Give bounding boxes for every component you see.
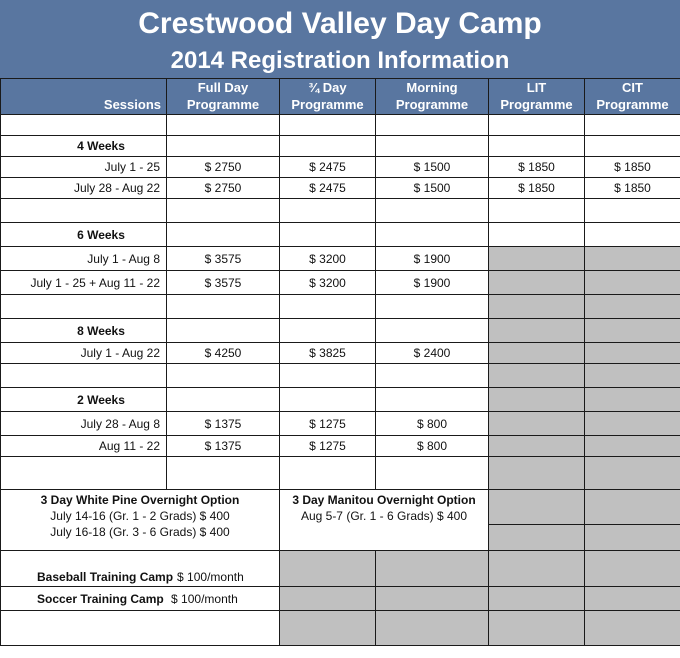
- unavailable-cell: [585, 524, 680, 550]
- session-dates: July 1 - Aug 8: [1, 247, 167, 271]
- table-row: [1, 343, 680, 364]
- training-row-baseball: [1, 551, 680, 587]
- session-dates: July 1 - 25 + Aug 11 - 22: [1, 271, 167, 295]
- spacer-row: [1, 295, 680, 319]
- price-three-quarter-day: $ 2475: [280, 157, 376, 178]
- table-row: [1, 271, 680, 295]
- header-three-quarter-day: ¾ Day Programme: [280, 79, 376, 115]
- unavailable-cell: [585, 388, 680, 412]
- group-label: 4 Weeks: [1, 136, 167, 157]
- session-dates: July 28 - Aug 8: [1, 412, 167, 436]
- registration-subtitle: 2014 Registration Information: [170, 47, 510, 74]
- price-three-quarter-day: $ 1275: [280, 412, 376, 436]
- spacer-row: [1, 115, 680, 136]
- white-pine-overnight-option: [1, 490, 280, 551]
- unavailable-cell: [376, 551, 489, 587]
- price-morning: $ 1500: [376, 157, 489, 178]
- unavailable-cell: [376, 587, 489, 611]
- unavailable-cell: [489, 388, 585, 412]
- spacer-row: [1, 611, 680, 646]
- group-row-6-weeks: [1, 223, 680, 247]
- unavailable-cell: [585, 436, 680, 457]
- unavailable-cell: [489, 412, 585, 436]
- session-dates: July 1 - 25: [1, 157, 167, 178]
- session-dates: Aug 11 - 22: [1, 436, 167, 457]
- baseball-training-camp: [1, 551, 280, 587]
- table-row: [1, 436, 680, 457]
- unavailable-cell: [585, 490, 680, 525]
- manitou-line-1: Aug 5-7 (Gr. 1 - 6 Grads) $ 400: [300, 509, 468, 523]
- price-three-quarter-day: $ 2475: [280, 178, 376, 199]
- unavailable-cell: [489, 271, 585, 295]
- price-three-quarter-day: $ 3200: [280, 247, 376, 271]
- unavailable-cell: [585, 295, 680, 319]
- table-row: [1, 178, 680, 199]
- overnight-row: [1, 490, 680, 525]
- unavailable-cell: [489, 611, 585, 646]
- price-full-day: $ 3575: [167, 271, 280, 295]
- unavailable-cell: [585, 271, 680, 295]
- price-table: [0, 78, 680, 646]
- unavailable-cell: [376, 611, 489, 646]
- training-row-soccer: [1, 587, 680, 611]
- price-full-day: $ 2750: [167, 157, 280, 178]
- price-full-day: $ 4250: [167, 343, 280, 364]
- spacer-row: [1, 457, 680, 490]
- unavailable-cell: [489, 247, 585, 271]
- price-cit: $ 1850: [585, 178, 680, 199]
- price-morning: $ 1900: [376, 271, 489, 295]
- manitou-title: 3 Day Manitou Overnight Option: [292, 493, 476, 507]
- price-morning: $ 2400: [376, 343, 489, 364]
- price-three-quarter-day: $ 1275: [280, 436, 376, 457]
- unavailable-cell: [585, 343, 680, 364]
- header-full-day: Full Day Programme: [167, 79, 280, 115]
- header-lit: LIT Programme: [489, 79, 585, 115]
- price-full-day: $ 1375: [167, 436, 280, 457]
- session-dates: July 28 - Aug 22: [1, 178, 167, 199]
- unavailable-cell: [585, 319, 680, 343]
- unavailable-cell: [489, 524, 585, 550]
- unavailable-cell: [489, 551, 585, 587]
- price-full-day: $ 3575: [167, 247, 280, 271]
- price-morning: $ 1500: [376, 178, 489, 199]
- header-cit: CIT Programme: [585, 79, 680, 115]
- unavailable-cell: [585, 551, 680, 587]
- camp-title: Crestwood Valley Day Camp: [138, 7, 542, 40]
- unavailable-cell: [585, 587, 680, 611]
- spacer-row: [1, 199, 680, 223]
- unavailable-cell: [585, 611, 680, 646]
- price-full-day: $ 1375: [167, 412, 280, 436]
- white-pine-title: 3 Day White Pine Overnight Option: [40, 493, 240, 507]
- group-row-8-weeks: [1, 319, 680, 343]
- price-cit: $ 1850: [585, 157, 680, 178]
- unavailable-cell: [585, 364, 680, 388]
- group-label: 8 Weeks: [1, 319, 167, 343]
- unavailable-cell: [585, 412, 680, 436]
- table-row: [1, 412, 680, 436]
- unavailable-cell: [280, 611, 376, 646]
- header-morning: Morning Programme: [376, 79, 489, 115]
- session-dates: July 1 - Aug 22: [1, 343, 167, 364]
- soccer-price: $ 100/month: [171, 591, 238, 606]
- unavailable-cell: [280, 551, 376, 587]
- table-row: [1, 247, 680, 271]
- unavailable-cell: [489, 295, 585, 319]
- unavailable-cell: [585, 457, 680, 490]
- table-row: [1, 157, 680, 178]
- unavailable-cell: [489, 364, 585, 388]
- price-morning: $ 800: [376, 436, 489, 457]
- price-morning: $ 800: [376, 412, 489, 436]
- unavailable-cell: [489, 319, 585, 343]
- unavailable-cell: [489, 490, 585, 525]
- group-row-2-weeks: [1, 388, 680, 412]
- unavailable-cell: [280, 587, 376, 611]
- soccer-name: Soccer Training Camp: [37, 591, 164, 606]
- header-sessions: Sessions: [1, 79, 167, 115]
- group-row-4-weeks: [1, 136, 680, 157]
- unavailable-cell: [489, 436, 585, 457]
- baseball-price: $ 100/month: [177, 570, 244, 584]
- table-header-row: [1, 79, 680, 115]
- group-label: 2 Weeks: [1, 388, 167, 412]
- white-pine-line-2: July 16-18 (Gr. 3 - 6 Grads) $ 400: [50, 525, 230, 539]
- price-three-quarter-day: $ 3200: [280, 271, 376, 295]
- price-morning: $ 1900: [376, 247, 489, 271]
- unavailable-cell: [489, 587, 585, 611]
- unavailable-cell: [489, 343, 585, 364]
- price-lit: $ 1850: [489, 157, 585, 178]
- title-band: [0, 0, 680, 78]
- unavailable-cell: [585, 247, 680, 271]
- soccer-training-camp: [1, 587, 280, 611]
- price-full-day: $ 2750: [167, 178, 280, 199]
- group-label: 6 Weeks: [1, 223, 167, 247]
- baseball-name: Baseball Training Camp: [37, 570, 174, 584]
- unavailable-cell: [489, 457, 585, 490]
- price-three-quarter-day: $ 3825: [280, 343, 376, 364]
- white-pine-line-1: July 14-16 (Gr. 1 - 2 Grads) $ 400: [50, 509, 230, 523]
- price-lit: $ 1850: [489, 178, 585, 199]
- spacer-row: [1, 364, 680, 388]
- manitou-overnight-option: [280, 490, 489, 551]
